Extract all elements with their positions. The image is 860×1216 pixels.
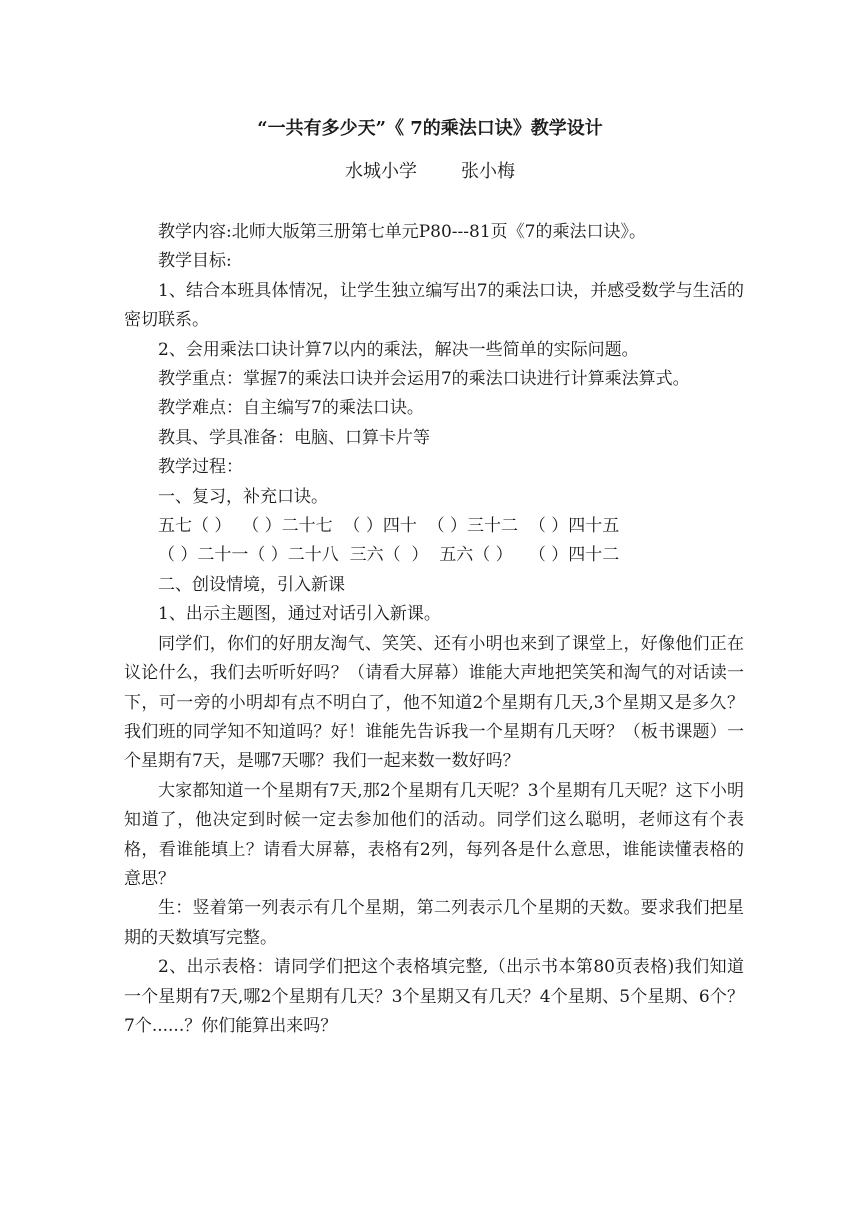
school-name: 水城小学 — [345, 161, 417, 182]
teaching-process-heading: 教学过程： — [158, 457, 243, 478]
step-1-heading: 1、出示主题图，通过对话引入新课。 — [158, 604, 441, 625]
teaching-difficulty: 教学难点：自主编写7的乘法口诀。 — [158, 398, 424, 419]
section-review-heading: 一、复习，补充口诀。 — [158, 486, 328, 507]
teaching-content: 教学内容:北师大版第三册第七单元P80---81页《7的乘法口诀》。 — [158, 222, 646, 242]
document-body — [124, 218, 744, 1041]
review-line-2: （ ）二十一（ ）二十八 三六（ ） 五六（ ） （ ）四十二 — [158, 545, 620, 566]
paragraph-weeks: 大家都知道一个星期有7天,那2个星期有几天呢？3个星期有几天呢？这下小明知道了，他决定到时候一定去参加他们的活动。同学们这么聪明，老师这有个表格，看谁能填上？请看大屏幕，表格有2列，每列各是什么意思，谁能读懂表格的意思？ — [124, 780, 744, 889]
paragraph-dialogue: 同学们，你们的好朋友淘气、笑笑、还有小明也来到了课堂上，好像他们正在议论什么，我们去听听好吗？（请看大屏幕）谁能大声地把笑笑和淘气的对话读一下，可一旁的小明却有点不明白了，他不知道2个星期有几天,3个星期又是多久？我们班的同学知不知道吗？好！谁能先告诉我一个星期有几天呀？（板书课题）一个星期有7天，是哪7天哪？我们一起来数一数好吗？ — [124, 633, 744, 772]
teaching-goals-heading: 教学目标: — [158, 251, 232, 272]
goal-2: 2、会用乘法口诀计算7以内的乘法，解决一些简单的实际问题。 — [158, 339, 639, 360]
author-name: 张小梅 — [461, 161, 515, 182]
review-line-1: 五七（ ） （ ）二十七 （ ）四十 （ ）三十二 （ ）四十五 — [158, 516, 620, 537]
section-scenario-heading: 二、创设情境，引入新课 — [158, 574, 345, 595]
paragraph-table: 2、出示表格：请同学们把这个表格填完整,（出示书本第80页表格)我们知道一个星期有7天,哪2个星期有几天？3个星期又有几天？4个星期、5个星期、6个？7个......？你们能算出来吗？ — [124, 957, 744, 1036]
document-title: “一共有多少天”《 7的乘法口诀》教学设计 — [257, 118, 603, 139]
author-line — [0, 159, 860, 185]
teaching-materials: 教具、学具准备：电脑、口算卡片等 — [158, 427, 430, 448]
goal-1: 1、结合本班具体情况，让学生独立编写出7的乘法口诀，并感受数学与生活的密切联系。 — [124, 280, 744, 331]
paragraph-student-answer: 生：竖着第一列表示有几个星期，第二列表示几个星期的天数。要求我们把星期的天数填写完整。 — [124, 898, 744, 948]
teaching-focus: 教学重点：掌握7的乘法口诀并会运用7的乘法口诀进行计算乘法算式。 — [158, 369, 690, 390]
